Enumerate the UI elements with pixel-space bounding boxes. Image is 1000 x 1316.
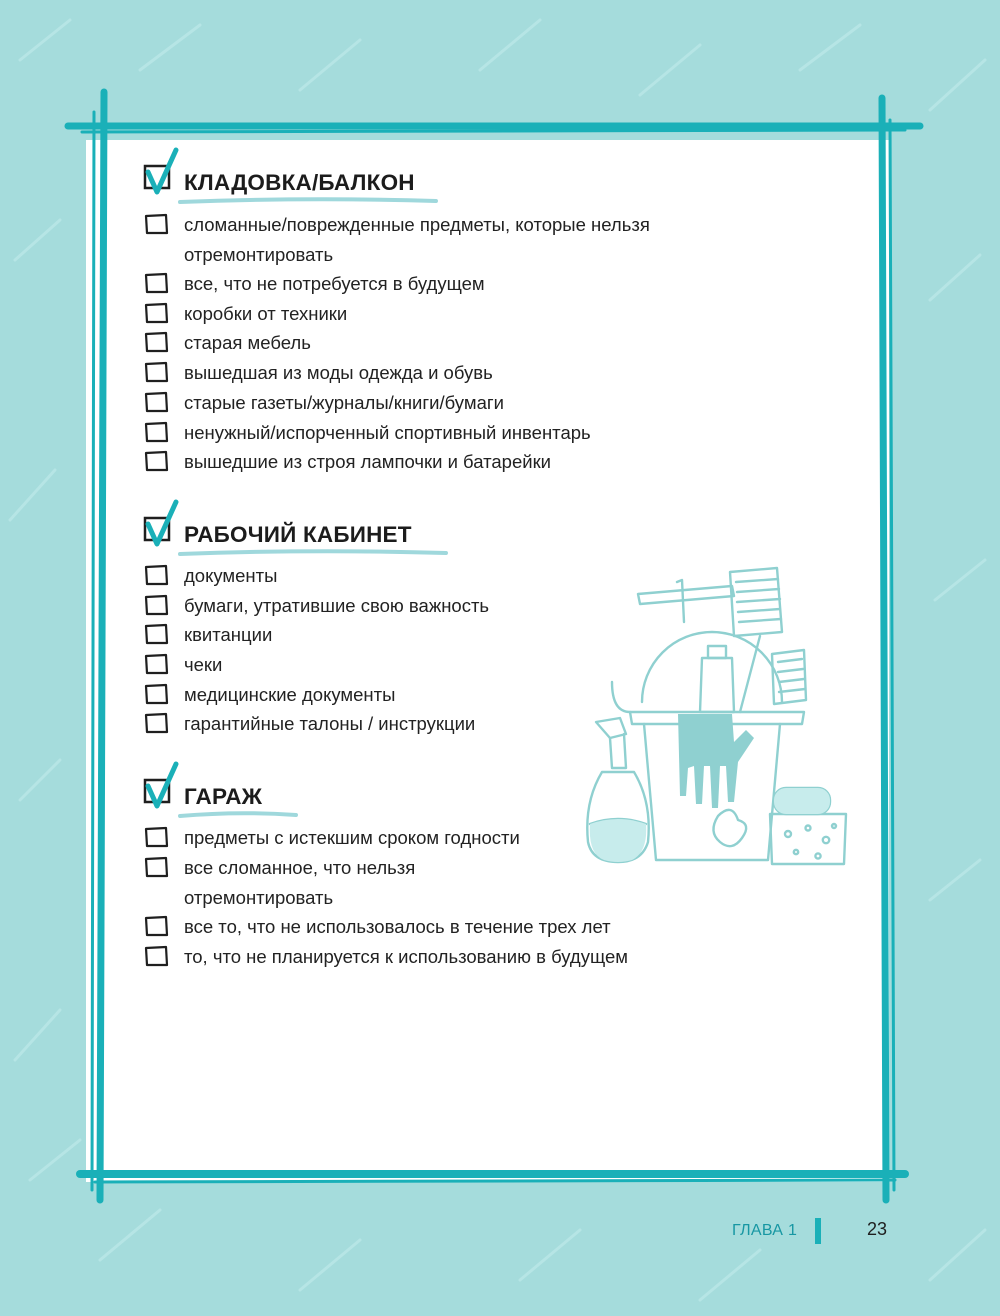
item-label: документы [184,565,278,586]
checkbox-icon[interactable] [144,826,170,848]
section-heading: КЛАДОВКА/БАЛКОН [184,170,415,195]
checkbox-icon[interactable] [144,653,170,675]
checkbox-icon[interactable] [144,272,170,294]
item-label: вышедшая из моды одежда и обувь [184,362,493,383]
section-title-storage [142,160,562,208]
checkbox-icon[interactable] [144,421,170,443]
heading-underline [178,548,448,558]
footer-divider [815,1218,821,1244]
item-label: все, что не потребуется в будущем [184,273,485,294]
checkbox-icon[interactable] [144,915,170,937]
section-title-garage [142,774,562,822]
heading-underline [178,810,298,820]
heading-underline [178,196,438,206]
checkbox-icon[interactable] [144,331,170,353]
item-label: сломанные/поврежденные предметы, которые нельзя [184,214,650,235]
item-label-continued: отремонтировать [184,886,334,908]
checkbox-icon[interactable] [144,623,170,645]
chapter-label: ГЛАВА 1 [732,1222,798,1239]
checkbox-icon[interactable] [144,856,170,878]
item-label: квитанции [184,624,273,645]
checkbox-icon[interactable] [144,594,170,616]
checkbox-icon[interactable] [144,213,170,235]
page-number: 23 [867,1219,888,1239]
item-label: чеки [184,654,223,675]
checkbox-icon[interactable] [144,945,170,967]
item-label: предметы с истекшим сроком годности [184,827,520,848]
item-label: вышедшие из строя лампочки и батарейки [184,451,551,472]
checkbox-icon[interactable] [144,712,170,734]
check-mark-icon [142,760,182,812]
item-label: гарантийные талоны / инструкции [184,713,476,734]
checkbox-icon[interactable] [144,361,170,383]
item-label: старая мебель [184,332,311,353]
item-label: медицинские документы [184,684,396,705]
item-label: ненужный/испорченный спортивный инвентарь [184,422,591,443]
item-label: старые газеты/журналы/книги/бумаги [184,392,504,413]
item-label: коробки от техники [184,303,348,324]
item-label: все то, что не использовалось в течение трех лет [184,916,611,937]
cleaning-supplies-icon [582,562,852,872]
checkbox-icon[interactable] [144,564,170,586]
item-label: то, что не планируется к использованию в будущем [184,946,628,967]
checkbox-icon[interactable] [144,683,170,705]
checkbox-icon[interactable] [144,302,170,324]
item-label: бумаги, утратившие свою важность [184,595,490,616]
item-label-continued: отремонтировать [184,243,334,265]
item-label: все сломанное, что нельзя [184,857,416,878]
section-heading: ГАРАЖ [184,784,263,809]
checkbox-icon[interactable] [144,450,170,472]
check-mark-icon [142,498,182,550]
check-mark-icon [142,146,182,198]
section-title-office [142,512,562,560]
checkbox-icon[interactable] [144,391,170,413]
section-heading: РАБОЧИЙ КАБИНЕТ [184,522,412,547]
